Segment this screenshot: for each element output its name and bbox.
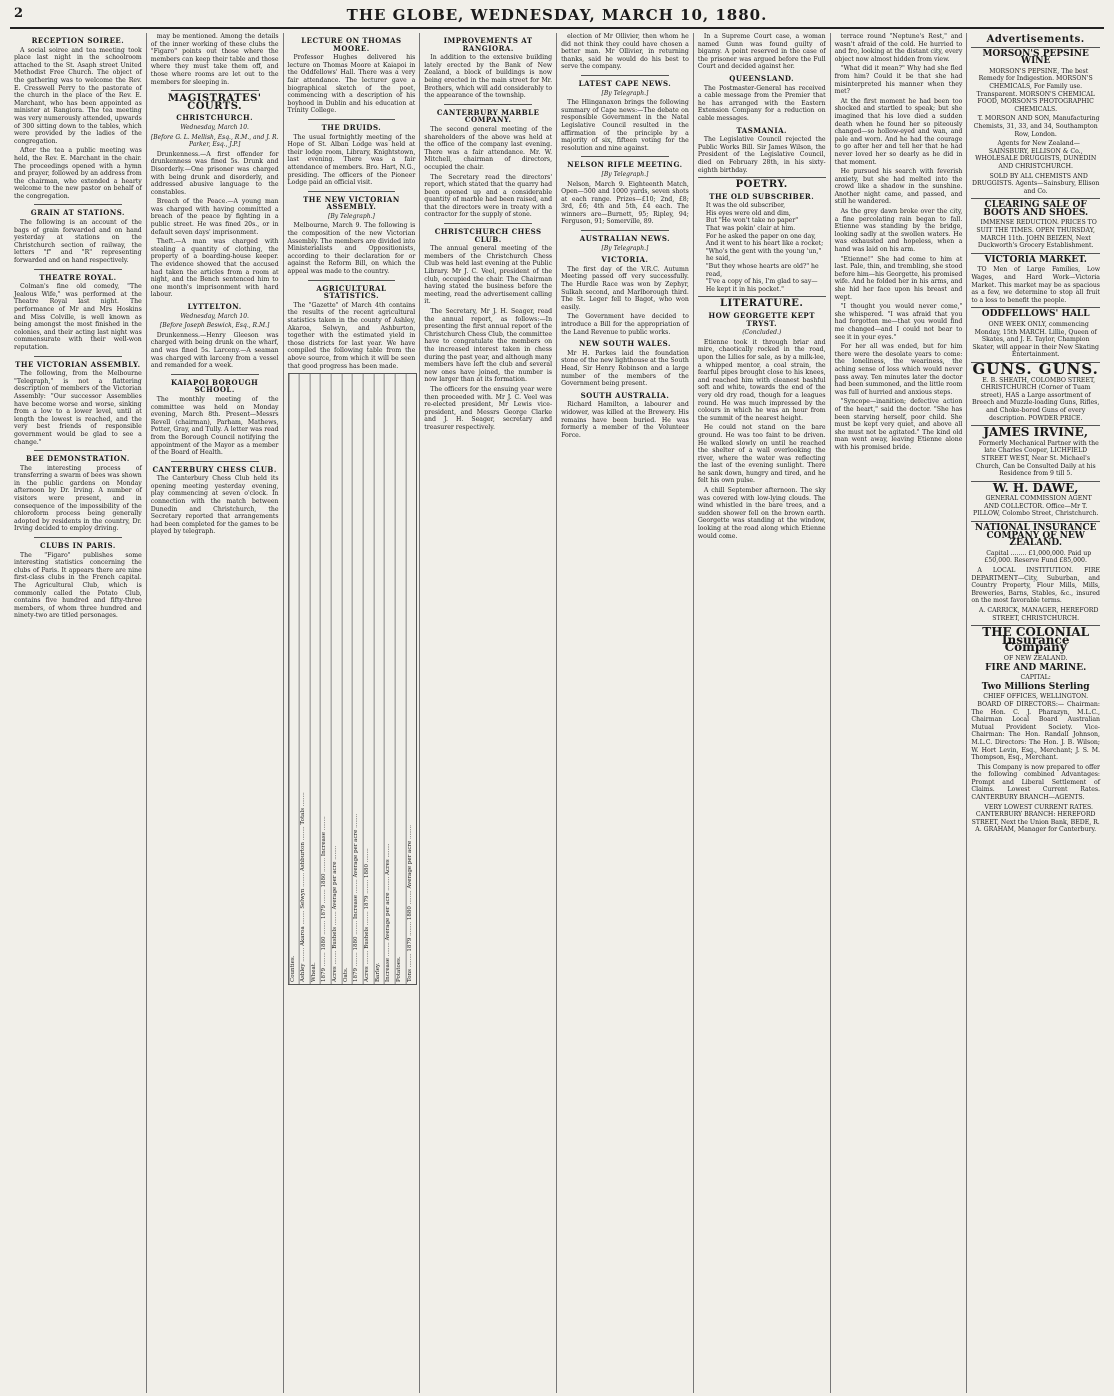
bench-note: [Before Joseph Beswick, Esq., R.M.] <box>159 322 270 330</box>
divider <box>971 307 1100 308</box>
telegraph-note: [By Telegraph.] <box>601 89 649 97</box>
ad-colonial-insurance-title: THE COLONIAL Insurance Company <box>982 625 1090 655</box>
heading-literature: LITERATURE. <box>720 298 804 310</box>
ad-text: BOARD OF DIRECTORS:— Chairman: The Hon. C. J. Pharazyn, M.L.C., Chairman Local Board Australian Mutual Provident Society. Vice-Chairman: The Hon. Randall Johnson, M.L.C. Directors: The Hon. J. B. Wilson; W. Hort Levin, Esq., Merchant; J. S. M. Thompson, Esq., Merchant. <box>971 700 1100 762</box>
article-text: Mr H. Parkes laid the foundation stone of the new lighthouse at the South Head, Sir Henry Robinson and a large number of the members of the Government being present. <box>561 349 689 388</box>
subheading-tasmania: TASMANIA. <box>736 125 787 135</box>
page-number: 2 <box>14 6 25 21</box>
article-text: In a Supreme Court case, a woman named Gunn was found guilty of bigamy. A point reserved in the case of the prisoner was argued before the Full Court and decided against her. <box>697 33 826 71</box>
divider <box>308 191 396 192</box>
heading-australian-news: AUSTRALIAN NEWS. <box>579 234 671 244</box>
heading-improvements-rangiora: IMPROVEMENTS AT RANGIORA. <box>443 36 533 53</box>
dateline: Wednesday, March 10. <box>180 312 249 320</box>
divider <box>34 537 122 538</box>
ad-text: Agents for New Zealand— SAINSBURY, ELLISON & Co., WHOLESALE DRUGGISTS, DUNEDIN AND CHRISTCHURCH. <box>975 140 1097 170</box>
table-column-header: Barley. <box>374 374 385 984</box>
table-column: Ashley ........ Akaroa ........ Selwyn ........ Ashburton ........ Totals ........ <box>299 374 310 984</box>
subheading-queensland: QUEENSLAND. <box>729 73 795 83</box>
table-column-header: Wheat. <box>310 374 321 984</box>
heading-clubs-in-paris: CLUBS IN PARIS. <box>40 541 116 551</box>
article-text: "Etienne!" She had come to him at last. Pale, thin, and trembling, she stood before him—his Georgette, his promised wife. And he folded her in his arms, and she hid her face upon his breast and wept. <box>834 255 963 301</box>
ad-text: IMMENSE REDUCTION. PRICES TO SUIT THE TIMES. OPEN THURSDAY, MARCH 11th. JOHN BEIZEN, Next Duckworth's Grocery Establishment. <box>976 219 1097 250</box>
table-column: 1879 ........ 1880 ........ 1879 ........ 1880 ........ Increase ........ <box>320 374 331 984</box>
article-text: Colman's fine old comedy, "The Jealous Wife," was performed at the Theatre Royal last night. The performance of Mr and Mrs Hoskins and Miss Colville, is well known as being amongst the most finished in the colonies, and their acting last night was commensurate with their well-won reputation. <box>14 283 142 351</box>
divider <box>34 204 122 205</box>
article-text: A social soiree and tea meeting took place last night in the schoolroom attached to the St. Asaph street United Methodist Free Church. The object of the gathering was to welcome the Rev. E. Cresswell Perry to the pastorate of the church in the place of the Rev. E. Marchant, who has been appointed as minister at Rangiora. The tea meeting was very numerously attended, upwards of 300 sitting down to the tables, which were provided by the ladies of the congregation. <box>14 46 142 145</box>
poem-line: "Who's the gent with the young 'un," he said, <box>705 247 822 263</box>
divider <box>971 521 1100 522</box>
article-text: Nelson, March 9. Eighteenth Match, Open—500 and 1000 yards, seven shots at each range. Prizes—£10; 2nd, £8; 3rd, £6; 4th and 5th, £4 each. The winners are—Burnett, 95; Ripley, 94; Ferguson, 91; Somerville, 89. <box>561 180 689 226</box>
article-text: He pursued his search with feverish anxiety, but she had melted into the crowd like a shadow in the sunshine. Another night came, and passed, and still he wandered. <box>834 168 963 206</box>
telegraph-note: [By Telegraph.] <box>327 212 375 220</box>
table-column-header: Counties. <box>289 374 300 984</box>
divider <box>971 253 1100 254</box>
heading-bee-demonstration: BEE DEMONSTRATION. <box>25 454 130 464</box>
subheading-lyttelton: LYTTELTON. <box>187 302 242 311</box>
ad-clearing-sale-title: CLEARING SALE OF BOOTS AND SHOES. <box>983 200 1089 218</box>
table-column-header: Oats. <box>342 374 353 984</box>
article-text: Richard Hamilton, a labourer and widower, was killed at the Brewery. His remains have been buried. He was formerly a member of the Volunteer Force. <box>561 401 689 439</box>
masthead-title: THE GLOBE, WEDNESDAY, MARCH 10, 1880. <box>346 6 768 24</box>
ad-text: GENERAL COMMISSION AGENT AND COLLECTOR. Office—Mr T. PILLOW, Colombo Street, Christchurch. <box>973 495 1099 518</box>
ad-text: E. B. SHEATH, COLOMBO STREET, CHRISTCHURCH (Corner of Tuam street), HAS a Large assortment of Breech and Muzzle-loading Guns, Rifles, and Choke-bored Guns of every description. POWDER PRICE. <box>972 376 1100 422</box>
ad-james-irvine-title: JAMES IRVINE, <box>983 425 1088 440</box>
article-text: In addition to the extensive building lately erected by the Bank of New Zealand, a block of buildings is now being erected in the main street for Mr. Brothers, which will add considerably to the appearance of the township. <box>424 54 553 100</box>
ad-dawe-title: W. H. DAWE, <box>992 480 1079 495</box>
ad-national-insurance-title: NATIONAL INSURANCE COMPANY OF NEW ZEALAND. <box>974 523 1097 549</box>
divider <box>34 450 122 451</box>
table-column: Tons ........ 1879 ........ 1880 ........ Average per acre ........ <box>406 374 417 984</box>
ad-morson-title: MORSON'S PEPSINE WINE <box>982 48 1089 67</box>
ad-colonial-type: FIRE AND MARINE. <box>985 662 1087 673</box>
statistics-table <box>288 373 418 985</box>
table-column: 1879 ........ 1880 ........ Increase ........ Average per acre ........ <box>352 374 363 984</box>
divider <box>171 461 259 462</box>
column-3 <box>284 33 421 1393</box>
story-continuation-note: (Concluded.) <box>742 329 782 337</box>
subheading-south-australia: SOUTH AUSTRALIA. <box>580 390 670 400</box>
dateline: Wednesday, March 10. <box>180 123 249 131</box>
columns <box>10 33 1104 1393</box>
divider <box>581 75 669 76</box>
divider <box>581 156 669 157</box>
poem-line: But "He won't take no paper" <box>705 217 799 225</box>
advertisements-header: Advertisements. <box>986 34 1085 45</box>
divider <box>698 296 826 297</box>
ad-text: T. MORSON AND SON, Manufacturing Chemists, 31, 33, and 34, Southampton Row, London. <box>973 115 1100 138</box>
poem-line: For he asked the paper on one day, <box>705 232 816 240</box>
article-text: The Postmaster-General has received a cable message from the Premier that he has arranged with the Eastern Extension Company for a reduction on cable messages. <box>697 84 826 122</box>
heading-latest-cape-news: LATEST CAPE NEWS. <box>578 78 672 88</box>
article-text: terrace round "Neptune's Rest," and wasn't afraid of the cold. He hurried to and fro, looking at the distant city, every object now almost hidden from view. <box>834 33 963 63</box>
poem-body <box>698 202 826 293</box>
article-text: Etienne took it through briar and mire, chaotically rocked in the road, upon the Lilies for sale, as by a milk-lee, a whipped mentor, a coal strain, the fearful pipes brought close to his knees, and reached him with cleanest bashful soft and white, towards the end of the very old dry road, though for a leagues round. He was much impressed by the colours in which he was an hour from the summit of the nearest height. <box>697 338 826 422</box>
ad-text: A. CARRICK, MANAGER, HEREFORD STREET, CHRISTCHURCH. <box>978 607 1099 622</box>
article-text: After the tea a public meeting was held, the Rev. E. Marchant in the chair. The proceedings opened with a hymn and prayer, followed by an address from the chairman, who extended a hearty welcome to the new pastor on behalf of the congregation. <box>14 147 142 200</box>
column-1 <box>10 33 147 1393</box>
ad-colonial-subtitle: OF NEW ZEALAND. <box>1003 654 1068 662</box>
heading-canterbury-chess-club: CANTERBURY CHESS CLUB. <box>152 464 277 474</box>
divider <box>308 119 396 120</box>
article-text: The Canterbury Chess Club held its opening meeting yesterday evening, play commencing at seven o'clock. In connection with the match between Dunedin and Christchurch, the Secretary reported that arrangements had been completed for the games to be played by telegraph. <box>150 475 279 536</box>
table-column-header: Potatoes. <box>395 374 406 984</box>
story-title: HOW GEORGETTE KEPT TRYST. <box>708 311 815 328</box>
table-column: Acres ........ Bushels ........ Average per acre ........ <box>331 374 342 984</box>
poem-line: It was the old subscriber, <box>705 202 786 210</box>
ad-text: Formerly Mechanical Partner with the late Charles Cooper, LICHFIELD STREET WEST, Near St. Michael's Church, Can be Consulted Daily at his Residence from 9 till 5. <box>975 439 1099 478</box>
article-text: Professor Hughes delivered his lecture on Thomas Moore at Kaiapoi in the Oddfellows' Hall. There was a very fair attendance. The lecturer gave a biographical sketch of the poet, commencing with a description of his boyhood in Dublin and his education at Trinity College. <box>287 54 416 115</box>
ad-text: VERY LOWEST CURRENT RATES. CANTERBURY BRANCH: HEREFORD STREET, Next the Union Bank, BEDE, R. A. GRAHAM, Manager for Canterbury. <box>971 803 1100 834</box>
ad-text: A LOCAL INSTITUTION. FIRE DEPARTMENT—City, Suburban, and Country Property, Flour Mills, Mills, Breweries, Barns, Stables, &c., insured on the most favorable terms. <box>971 567 1100 605</box>
article-text: "What did it mean?" Why had she fled from him? Could it be that she had misinterpreted his manner when they met? <box>834 65 963 96</box>
divider <box>971 198 1100 199</box>
article-text: A chill September afternoon. The sky was covered with low-lying clouds. The wind whistled in the bare trees, and a sudden shower fell on the brown earth. Georgette was standing at the window, looking at the road along which Etienne would come. <box>697 487 826 540</box>
heading-agricultural-statistics: AGRICULTURAL STATISTICS. <box>316 283 387 301</box>
poem-line: "But they whose hearts are old?" he read, <box>705 263 819 278</box>
telegraph-note: [By Telegraph.] <box>601 170 649 178</box>
column-8-advertisements <box>967 33 1104 1393</box>
ad-oddfellows-hall-title: ODDFELLOWS' HALL <box>981 309 1090 320</box>
heading-new-victorian-assembly: THE NEW VICTORIAN ASSEMBLY. <box>303 194 400 212</box>
masthead <box>10 6 1104 29</box>
article-text: The annual general meeting of the members of the Christchurch Chess Club was held last evening at the Public Library. Mr J. C. Veel, president of the club, occupied the chair. The Chairman having stated the business before the meeting, read the advertisement calling it. <box>424 245 553 306</box>
article-text: As the grey dawn broke over the city, a fine percolating rain began to fall. Etienne was standing by the bridge, looking sadly at the swollen waters. He was exhausted and hopeless, when a hand was laid on his arm. <box>834 208 963 254</box>
article-text: The Legislative Council rejected the Public Works Bill. Sir James Wilson, the President of the Legislative Council, died on February 28th, in his sixty-eighth birthday. <box>697 136 826 174</box>
heading-christchurch-chess-club: CHRISTCHURCH CHESS CLUB. <box>434 227 542 244</box>
subheading-new-south-wales: NEW SOUTH WALES. <box>578 339 671 349</box>
article-text: The officers for the ensuing year were then proceeded with. Mr J. C. Veel was re-elected president, Mr Lewis vice-president, and Messrs George Clarke and J. H. Seager, secretary and treasurer respectively. <box>424 385 553 431</box>
article-text: The monthly meeting of the committee was held on Monday evening, March 8th. Present—Messrs Revell (chairman), Parham, Mathews, Potter, Gray, and Tully. A letter was read from the Borough Council notifying the appointment of the Mayor as a member of the Board of Health. <box>150 395 279 457</box>
poem-line: That was pokin' clair at him. <box>705 225 796 233</box>
article-text: The Hlinganaxon brings the following summary of Cape news:—The debate on responsible Government in the Natal Legislative Council resulted in the affirmation of the principle by a majority of six, fifteen voting for the resolution and nine against. <box>561 99 689 152</box>
heading-theatre-royal: THEATRE ROYAL. <box>39 272 117 282</box>
heading-reception-soiree: RECEPTION SOIREE. <box>31 36 125 45</box>
ad-text: ONE WEEK ONLY, commencing Monday, 15th MARCH. Lillie, Queen of Skates, and J. E. Taylor, Champion Skater, will appear in their New Skating Entertainment. <box>972 321 1099 359</box>
article-text: "Syncope—inanition; defective action of the heart," said the doctor. "She has been starving herself, poor child. She must be kept very quiet, and above all she must not be agitated." The kind old man went away, leaving Etienne alone with his promised bride. <box>834 398 963 451</box>
article-text: Theft.—A man was charged with stealing a quantity of clothing, the property of a boarding-house keeper. The evidence showed that the accused had taken the articles from a room at night, and the Bench sentenced him to one month's imprisonment with hard labour. <box>150 238 279 299</box>
heading-magistrates-courts: MAGISTRATES' COURTS. <box>167 93 262 112</box>
article-text: At the first moment he had been too shocked and startled to speak; but she imagined that his love died a sudden death when he found her so piteously changed—so hollow-eyed and wan, and pale and worn. And he had the courage to go after her and tell her that he had never loved her so dearly as he did in that moment. <box>834 97 963 166</box>
table-column: Acres ........ Bushels ........ 1879 ........ 1880 ........ <box>363 374 374 984</box>
telegraph-note: [By Telegraph.] <box>601 244 649 252</box>
ad-colonial-office: CHIEF OFFICES, WELLINGTON. <box>983 693 1089 701</box>
bench-note: [Before G. L. Mellish, Esq., R.M., and J. R. Parker, Esq., J.P.] <box>150 133 279 149</box>
article-text: For her all was ended, but for him there were the desolate years to come: the loneliness, the weariness, the aching sense of loss which would never pass away. Ten minutes later the doctor had been summoned, and the little room was full of hurried and anxious steps. <box>834 343 963 396</box>
poem-title: THE OLD SUBSCRIBER. <box>709 191 815 201</box>
ad-text: TO Men of Large Families, Low Wages, and Hard Work—Victoria Market. This market may be as spacious as a few, we determine to stop all fruit to a loss to benefit the people. <box>971 266 1100 304</box>
ad-colonial-capital-label: CAPITAL: <box>1020 674 1051 682</box>
heading-poetry: POETRY. <box>735 179 788 191</box>
poem-line: His eyes were old and dim, <box>705 209 791 217</box>
divider <box>444 223 532 224</box>
heading-the-druids: THE DRUIDS. <box>321 122 382 132</box>
heading-nelson-rifle-meeting: NELSON RIFLE MEETING. <box>567 160 683 170</box>
article-text: The following is an account of the bags of grain forwarded and on hand yesterday at stations on the Christchurch section of railway, the letters "f" and "R" representing forwarded and on hand respectively. <box>14 219 142 265</box>
divider <box>444 104 532 105</box>
ad-victoria-market-title: VICTORIA MARKET. <box>984 254 1087 265</box>
divider <box>171 374 259 375</box>
table-column: Increase ........ Average per acre ........ Acres ........ <box>384 374 395 984</box>
column-2 <box>147 33 284 1393</box>
divider <box>171 90 259 91</box>
divider <box>971 47 1100 48</box>
article-text: The "Figaro" publishes some interesting statistics concerning the clubs of Paris. It appears there are nine first-class clubs in the French capital. The Agricultural Club, which is commonly called the Potato Club, contains five hundred and fifty-three members, of whom three hundred and ninety-two are titled personages. <box>14 551 142 620</box>
article-text: The Secretary read the directors' report, which stated that the quarry had been opened up and a considerable quantity of marble had been raised, and that the directors were in treaty with a contractor for the supply of stone. <box>424 173 553 219</box>
heading-lecture-thomas-moore: LECTURE ON THOMAS MOORE. <box>301 36 402 53</box>
column-6 <box>694 33 831 1393</box>
heading-victorian-assembly: THE VICTORIAN ASSEMBLY. <box>15 359 141 369</box>
heading-canterbury-marble-company: CANTERBURY MARBLE COMPANY. <box>436 107 540 125</box>
article-text: He could not stand on the bare ground. He was too faint to be driven. He walked slowly on until he reached the shelter of a wall overlooking the river, where the water was reflecting the last of the evening sunlight. There he sank down, hungry and tired, and he felt his own pulse. <box>697 424 826 485</box>
divider <box>698 177 826 178</box>
ad-text: Capital ........ £1,000,000. Paid up £50,000. Reserve Fund £85,000. <box>984 549 1092 565</box>
article-text: The "Gazette" of March 4th contains the results of the recent agricultural statistics taken in the county of Ashley, Akaroa, Selwyn, and Ashburton, together with the estimated yield in those districts for last year. We have compiled the following table from the above source, from which it will be seen that good progress has been made. <box>287 301 416 370</box>
column-4 <box>420 33 557 1393</box>
ad-colonial-capital-amount: Two Millions Sterling <box>981 681 1090 692</box>
article-text: may be mentioned. Among the details of the inner working of these clubs the "Figaro" points out those where the members can keep their table and those where they must take them off, and those where rooms are let out to the members for sleeping in. <box>150 33 279 86</box>
article-text: The following, from the Melbourne "Telegraph," is not a flattering description of members of the Victorian Assembly: "Our successor Assemblies have become worse and worse, sinking from a low to a lower level, until at length the lowest is reached, and the very best friends of responsible government would be glad to see a change." <box>14 370 142 446</box>
article-text: The first day of the V.R.C. Autumn Meeting passed off very successfully. The Hurdle Race was won by Zephyr, Sulkah second, and Marlborough third. The St. Leger fell to Bagot, who won easily. <box>561 265 689 311</box>
poem-line: "I've a copy of his, I'm glad to say— <box>705 278 818 286</box>
divider <box>308 280 396 281</box>
column-5 <box>557 33 694 1393</box>
article-text: "I thought you would never come," she whispered. "I was afraid that you had forgotten me—that you would find me changed—and I could not bear to see it in your eyes." <box>834 303 963 341</box>
article-text: Drunkenness.—Henry Gleeson was charged with being drunk on the wharf, and was fined 5s. Larceny.—A seaman was charged with larceny from a vessel and remanded for a week. <box>150 331 279 370</box>
divider <box>581 230 669 231</box>
divider <box>34 269 122 270</box>
article-text: election of Mr Ollivier, then whom he did not think they could have chosen a better man. Mr Ollivier, in returning thanks, said he would do his best to serve the company. <box>561 33 689 71</box>
article-text: The usual fortnightly meeting of the Hope of St. Alban Lodge was held at their lodge room, Library, Knightstown, last evening. There was a fair attendance of members. Bro. Hart, N.G., presiding. The officers of the Pioneer Lodge paid an official visit. <box>287 133 416 187</box>
ad-guns-title: GUNS. GUNS. <box>972 359 1099 378</box>
subheading-christchurch: CHRISTCHURCH. <box>176 113 254 123</box>
article-text: The Government have decided to introduce a Bill for the appropriation of the Land Revenue to public works. <box>561 313 689 336</box>
article-text: The second general meeting of the shareholders of the above was held at the office of the company last evening. There was a fair attendance. Mr. W. Mitchell, chairman of directors, occupied the chair. <box>424 125 553 171</box>
column-7 <box>831 33 968 1393</box>
article-text: Melbourne, March 9. The following is the composition of the new Victorian Assembly. The members are divided into Ministerialists and Oppositionists, according to their declaration for or against the Reform Bill, on which the appeal was made to the country. <box>287 222 416 276</box>
ad-text: This Company is now prepared to offer the following combined Advantages: Prompt and Liberal Settlement of Claims. Lowest Current Rates. CANTERBURY BRANCH—AGENTS. <box>971 763 1100 802</box>
poem-line: He kept it in his pocket." <box>705 285 785 293</box>
ad-text: MORSON'S PEPSINE, The best Remedy for Indigestion. MORSON'S CHEMICALS, For Family use. Transparent. MORSON'S CHEMICAL FOOD, MORSON'S PHOTOGRAPHIC CHEMICALS. <box>976 67 1095 113</box>
divider <box>34 356 122 357</box>
heading-grain-at-stations: GRAIN AT STATIONS. <box>30 208 125 218</box>
article-text: The interesting process of transferring a swarm of bees was shown in the public gardens on Monday afternoon by Dr. Irving. A number of visitors were present, and in consequence of the impossibility of the chloroform process being generally adopted by residents in the country, Dr. Irving decided to employ driving. <box>14 464 142 533</box>
poem-line: And it went to his heart like a rocket; <box>705 240 824 248</box>
article-text: Drunkenness.—A first offender for drunkenness was fined 5s. Drunk and Disorderly.—One prisoner was charged with being drunk and disorderly, and addressed abusive language to the constables. <box>150 150 279 196</box>
heading-kaiapoi-borough-school: KAIAPOI BOROUGH SCHOOL. <box>171 377 259 395</box>
article-text: The Secretary, Mr J. H. Seager, read the annual report, as follows:—In presenting the first annual report of the Christchurch Chess Club, the committee have to congratulate the members on the increased interest taken in chess during the past year, and although many members have left the club and several new ones have joined, the number is now larger than at its formation. <box>424 308 553 384</box>
subheading-victoria: VICTORIA. <box>601 255 649 265</box>
ad-text: SOLD BY ALL CHEMISTS AND DRUGGISTS. Agents—Sainsbury, Ellison and Co. <box>972 172 1100 195</box>
article-text: Breach of the Peace.—A young man was charged with having committed a breach of the peace by fighting in a public street. He was fined 20s., or in default seven days' imprisonment. <box>150 198 279 236</box>
